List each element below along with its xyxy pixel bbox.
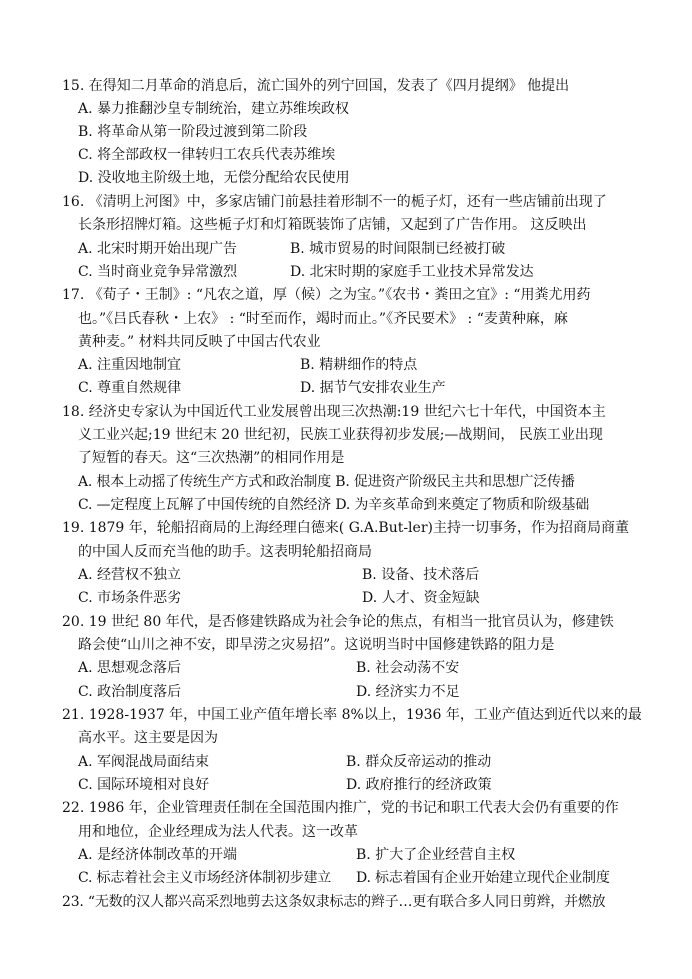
question-17-stem-line-3: 黄种麦。” 材料共同反映了中国古代农业 <box>78 334 321 350</box>
question-18-options-ab: A. 根本上动摇了传统生产方式和政治制度 B. 促进资产阶级民主共和思想广泛传播 <box>78 474 575 490</box>
question-23-stem-line-1: 23. “无数的汉人都兴高采烈地剪去这条奴隶标志的辫子…更有联合多人同日剪辫，并燃放 <box>62 894 606 910</box>
question-16-option-c: C. 当时商业竞争异常激烈 <box>78 264 238 280</box>
question-20-option-b: B. 社会动荡不安 <box>356 660 460 676</box>
question-15-option-a: A. 暴力推翻沙皇专制统治，建立苏维埃政权 <box>78 101 350 117</box>
question-21-option-d: D. 政府推行的经济政策 <box>346 777 492 793</box>
question-15-stem: 15. 在得知二月革命的消息后，流亡国外的列宁回国，发表了《四月提纲》 他提出 <box>62 78 570 94</box>
question-19-stem-line-1: 19. 1879 年，轮船招商局的上海经理白德来( G.A.But-ler)主持一切事务，作为招商局商董 <box>62 520 629 536</box>
question-18-stem-line-2: 义工业兴起;19 世纪末 20 世纪初，民族工业获得初步发展;—战期间， 民族工业出现 <box>78 427 603 443</box>
question-18-options-cd: C. —定程度上瓦解了中国传统的自然经济 D. 为辛亥革命到来奠定了物质和阶级基础 <box>78 497 589 513</box>
question-20-stem-line-2: 路会使“山川之神不安，即旱涝之灾易招”。这说明当时中国修建铁路的阻力是 <box>78 637 555 653</box>
question-18-stem-line-1: 18. 经济史专家认为中国近代工业发展曾出现三次热潮:19 世纪六七十年代，中国资本主 <box>62 404 606 420</box>
question-15-option-c: C. 将全部政权一律转归工农兵代表苏维埃 <box>78 147 336 163</box>
question-19-option-d: D. 人才、资金短缺 <box>362 590 480 606</box>
question-16-option-d: D. 北宋时期的家庭手工业技术异常发达 <box>290 264 534 280</box>
question-21-stem-line-2: 高水平。这主要是因为 <box>78 730 218 746</box>
question-22-stem-line-2: 用和地位，企业经理成为法人代表。这一改革 <box>78 824 358 840</box>
question-17-option-b: B. 精耕细作的特点 <box>300 357 418 373</box>
question-19-option-c: C. 市场条件恶劣 <box>78 590 182 606</box>
question-16-stem-line-1: 16. 《清明上河图》中，多家店铺门前悬挂着形制不一的栀子灯，还有一些店铺前出现了 <box>62 194 607 210</box>
question-16-stem-line-2: 长条形招牌灯箱。这些栀子灯和灯箱既装饰了店铺，又起到了广告作用。 这反映出 <box>78 217 587 233</box>
question-16-option-b: B. 城市贸易的时间限制已经被打破 <box>290 241 506 257</box>
question-17-stem-line-2: 也。”《吕氏春秋・上农》 : “时至而作，竭时而止。”《齐民要术》 : “麦黄种麻，麻 <box>78 311 568 327</box>
question-20-option-c: C. 政治制度落后 <box>78 684 182 700</box>
question-18-stem-line-3: 了短暂的春天。这“三次热潮”的相同作用是 <box>78 450 345 466</box>
question-21-option-c: C. 国际环境相对良好 <box>78 777 210 793</box>
question-20-option-d: D. 经济实力不足 <box>356 684 460 700</box>
question-17-option-a: A. 注重因地制宜 <box>78 357 182 373</box>
question-22-option-d: D. 标志着国有企业开始建立现代企业制度 <box>356 870 610 886</box>
question-15-option-d: D. 没收地主阶级土地，无偿分配给农民使用 <box>78 170 350 186</box>
question-21-stem-line-1: 21. 1928-1937 年，中国工业产值年增长率 8%以上，1936 年，工业产值达到近代以来的最 <box>62 707 642 723</box>
question-20-stem-line-1: 20. 19 世纪 80 年代，是否修建铁路成为社会争论的焦点，有相当一批官员认为，修建铁 <box>62 614 614 630</box>
question-21-option-a: A. 军阀混战局面结束 <box>78 754 210 770</box>
question-17-option-d: D. 据节气安排农业生产 <box>300 380 446 396</box>
question-22-option-a: A. 是经济体制改革的开端 <box>78 847 238 863</box>
question-17-option-c: C. 尊重自然规律 <box>78 380 182 396</box>
question-22-option-c: C. 标志着社会主义市场经济体制初步建立 <box>78 870 332 886</box>
question-16-option-a: A. 北宋时期开始出现广告 <box>78 241 238 257</box>
question-19-option-a: A. 经营权不独立 <box>78 567 182 583</box>
question-22-option-b: B. 扩大了企业经营自主权 <box>356 847 516 863</box>
question-15-option-b: B. 将革命从第一阶段过渡到第二阶段 <box>78 124 308 140</box>
question-20-option-a: A. 思想观念落后 <box>78 660 182 676</box>
question-19-option-b: B. 设备、技术落后 <box>362 567 480 583</box>
question-21-option-b: B. 群众反帝运动的推动 <box>346 754 492 770</box>
question-17-stem-line-1: 17. 《荀子・王制》: “凡农之道，厚（候）之为宝。”《农书・粪田之宜》: “用粪尤用药 <box>62 287 591 303</box>
question-19-stem-line-2: 的中国人反而充当他的助手。这表明轮船招商局 <box>78 544 372 560</box>
question-22-stem-line-1: 22. 1986 年，企业管理责任制在全国范围内推广，党的书记和职工代表大会仍有重要的作 <box>62 800 619 816</box>
